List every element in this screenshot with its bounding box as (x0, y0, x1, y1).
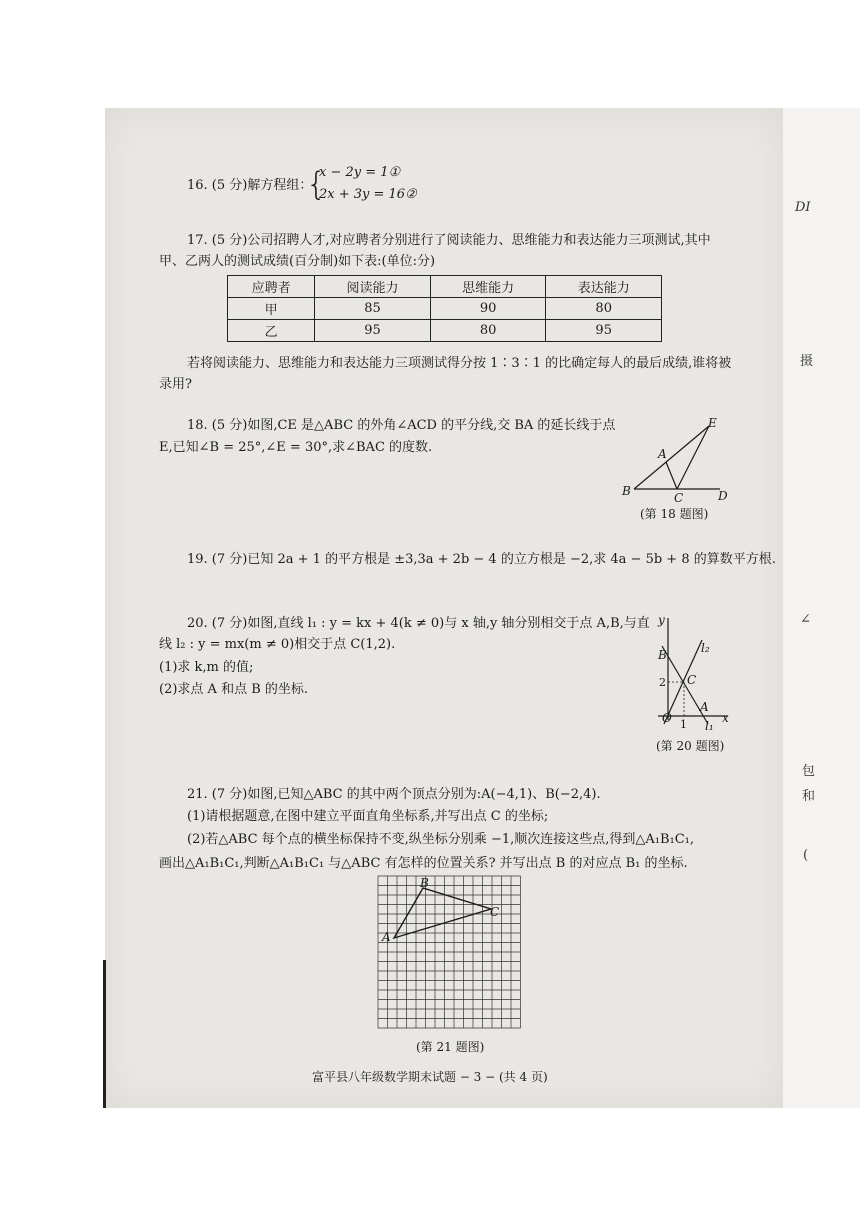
label-y: y (658, 613, 665, 627)
question-17-line1: 17. (5 分)公司招聘人才,对应聘者分别进行了阅读能力、思维能力和表达能力三项测试,其中 (187, 233, 711, 248)
table-cell: 95 (546, 320, 662, 342)
label-o: O (662, 711, 672, 725)
table-header-row (228, 276, 662, 298)
table-cell: 乙 (228, 320, 315, 342)
figure-21-grid (378, 876, 523, 1034)
label-e: E (708, 416, 717, 430)
question-20-sub1: (1)求 k,m 的值; (159, 660, 254, 675)
question-19-line1: 19. (7 分)已知 2a + 1 的平方根是 ±3,3a + 2b − 4 的立方根是 −2,求 4a − 5b + 8 的算数平方根. (187, 552, 776, 567)
edge-fragment: 包 (802, 764, 816, 779)
figure-20 (650, 612, 735, 737)
label-l2: l₂ (701, 641, 710, 655)
question-21-sub2: (2)若△ABC 每个点的横坐标保持不变,纵坐标分别乘 −1,顺次连接这些点,得到△A₁B₁C₁, (187, 832, 695, 847)
equation-1: x − 2y = 1① (319, 165, 401, 180)
triangle-abc (394, 888, 491, 938)
table-row (228, 298, 662, 320)
next-page-edge (783, 108, 860, 1108)
table-cell: 80 (546, 298, 662, 320)
page-footer: 富平县八年级数学期末试题 − 3 − (共 4 页) (312, 1070, 548, 1084)
question-21-sub3: 画出△A₁B₁C₁,判断△A₁B₁C₁ 与△ABC 有怎样的位置关系? 并写出点 B 的对应点 B₁ 的坐标. (159, 856, 688, 871)
question-16-text: 16. (5 分)解方程组： (187, 178, 313, 193)
label-b: B (658, 648, 667, 662)
tick-1: 1 (680, 718, 687, 731)
table-cell: 90 (430, 298, 546, 320)
edge-fragment: ∠ (800, 612, 811, 627)
figure-21-caption: (第 21 题图) (416, 1040, 485, 1054)
table-header: 表达能力 (546, 276, 662, 298)
edge-fragment: 摄 (800, 354, 814, 369)
figure-18-caption: (第 18 题图) (640, 507, 709, 521)
question-20-line1: 20. (7 分)如图,直线 l₁ : y = kx + 4(k ≠ 0)与 x 轴,y 轴分别相交于点 A,B,与直 (187, 616, 650, 631)
label-a: A (658, 447, 667, 461)
question-20-sub2: (2)求点 A 和点 B 的坐标. (159, 682, 309, 697)
question-17-line4: 录用? (159, 377, 192, 392)
table-cell: 85 (315, 298, 431, 320)
table-header: 阅读能力 (315, 276, 431, 298)
question-20-line2: 线 l₂ : y = mx(m ≠ 0)相交于点 C(1,2). (159, 637, 396, 652)
label-c: C (674, 491, 684, 505)
question-18-line1: 18. (5 分)如图,CE 是△ABC 的外角∠ACD 的平分线,交 BA 的延长线于点 (187, 418, 616, 433)
scores-table (227, 275, 662, 342)
grid-lines (378, 876, 521, 1028)
question-17-line3: 若将阅读能力、思维能力和表达能力三项测试得分按 1∶3∶1 的比确定每人的最后成绩,谁将被 (187, 356, 732, 371)
question-21-sub1: (1)请根据题意,在图中建立平面直角坐标系,并写出点 C 的坐标; (187, 809, 549, 824)
table-cell: 80 (430, 320, 546, 342)
label-a: A (382, 930, 391, 944)
question-18-line2: E,已知∠B = 25°,∠E = 30°,求∠BAC 的度数. (159, 440, 433, 455)
question-17-line2: 甲、乙两人的测试成绩(百分制)如下表:(单位:分) (159, 254, 436, 269)
label-l1: l₁ (705, 719, 714, 733)
table-cell: 95 (315, 320, 431, 342)
label-x: x (722, 711, 729, 725)
edge-fragment: ( (803, 848, 809, 863)
edge-fragment: DI (795, 200, 811, 215)
question-21-line1: 21. (7 分)如图,已知△ABC 的其中两个顶点分别为:A(−4,1)、B(−2,4). (187, 787, 601, 802)
tick-2: 2 (659, 676, 666, 689)
table-cell: 甲 (228, 298, 315, 320)
label-c: C (687, 673, 697, 687)
equation-2: 2x + 3y = 16② (319, 187, 417, 202)
page-spine-shadow (103, 960, 106, 1108)
label-a: A (700, 700, 709, 714)
table-header: 思维能力 (430, 276, 546, 298)
label-b: B (420, 876, 429, 890)
figure-20-caption: (第 20 题图) (656, 739, 725, 753)
figure-18 (620, 418, 735, 508)
label-d: D (718, 489, 728, 503)
equation-brace: { (306, 165, 327, 203)
edge-fragment: 和 (802, 789, 816, 804)
label-c: C (490, 905, 500, 919)
table-header: 应聘者 (228, 276, 315, 298)
table-row (228, 320, 662, 342)
label-b: B (622, 484, 631, 498)
